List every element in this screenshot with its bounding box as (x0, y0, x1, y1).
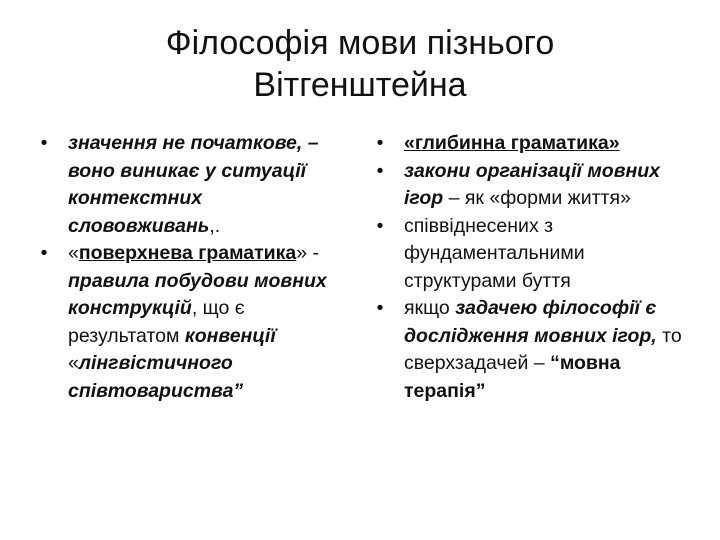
bullet-icon: • (376, 297, 384, 319)
left-item-1-end: ,. (209, 214, 221, 237)
left-item-2-dash: - (307, 242, 320, 264)
right-item-2-emph: закони організації мовних ігор (404, 159, 661, 209)
bullet-icon: • (376, 214, 384, 237)
slide-title (60, 22, 660, 106)
right-item-4-emph-2: “мовна терапія” (404, 352, 621, 402)
right-item-3-text: співвіднесених з фундаментальними структурами буття (404, 214, 585, 292)
right-item-3 (370, 213, 690, 296)
title-line-2: Вітгенштейна (253, 66, 467, 104)
left-item-2-term: поверхнева граматика (78, 242, 297, 264)
right-item-1 (370, 130, 690, 158)
bullet-icon: • (40, 132, 48, 154)
left-item-2-plain-1: , що є результатом (68, 297, 245, 347)
right-item-4-emph-1: задачею філософії є дослідження мовних ігор, (404, 297, 657, 347)
left-item-1-text: значення не початкове, – воно виникає у ситуації контекстних слововживань (68, 132, 319, 237)
left-item-2-emph-3: лінгвістичного співтовариства” (68, 352, 244, 402)
bullet-icon: • (376, 132, 384, 154)
right-column-list (370, 130, 690, 405)
left-item-2-plain-2: « (68, 352, 79, 374)
right-item-4-plain-1: якщо (404, 297, 456, 319)
right-item-2 (370, 158, 690, 213)
right-item-4 (370, 295, 690, 405)
right-item-1-text: «глибинна граматика» (404, 132, 620, 154)
left-column-list (34, 130, 334, 405)
right-item-2-plain: – як «форми життя» (443, 187, 631, 209)
bullet-icon: • (40, 242, 48, 264)
left-item-2-open-quote: « (68, 242, 79, 264)
left-item-2-emph-1: правила побудови мовних конструкцій (68, 269, 327, 319)
left-item-2-emph-2: конвенції (184, 324, 276, 347)
left-item-2-close-quote: » (296, 242, 308, 264)
right-item-4-plain-2: то сверхзадачей – (404, 324, 682, 374)
left-item-2 (34, 240, 334, 405)
title-line-1: Філософія мови пізнього (165, 24, 555, 62)
left-item-1 (34, 130, 334, 240)
bullet-icon: • (376, 159, 384, 182)
